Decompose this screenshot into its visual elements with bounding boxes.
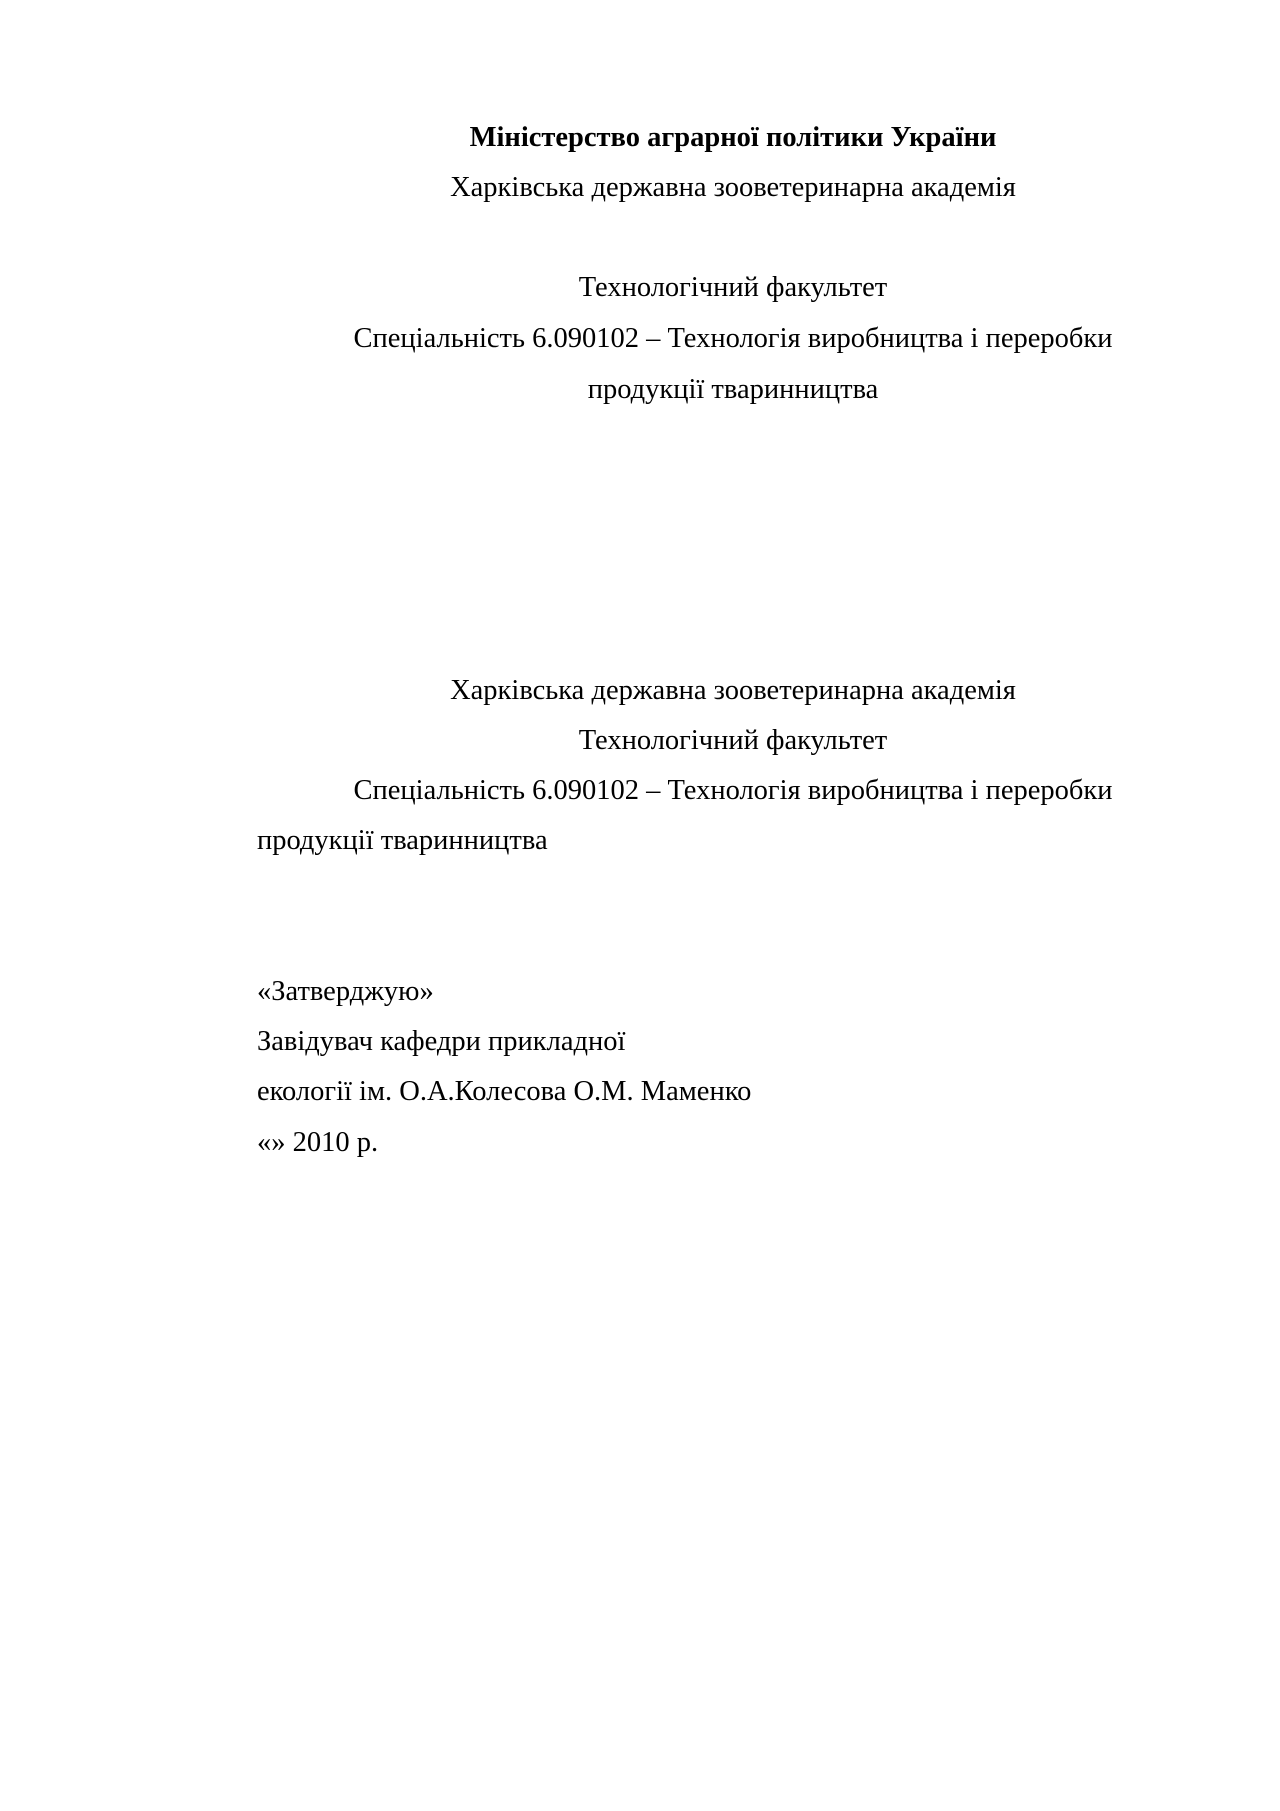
specialty-line-1: Спеціальність 6.090102 – Технологія виробництва і переробки bbox=[353, 323, 1113, 354]
specialty-line-2: продукції тваринництва bbox=[587, 374, 879, 405]
approval-stamp: «Затверджую» bbox=[257, 976, 434, 1007]
second-faculty-name: Технологічний факультет bbox=[578, 725, 888, 756]
second-specialty-line-2: продукції тваринництва bbox=[257, 825, 548, 856]
approval-date: «» 2010 р. bbox=[257, 1127, 379, 1158]
academy-name: Харківська державна зооветеринарна академія bbox=[450, 172, 1016, 203]
approver-position-line-1: Завідувач кафедри прикладної bbox=[257, 1026, 626, 1057]
second-specialty-line-1: Спеціальність 6.090102 – Технологія виробництва і переробки bbox=[353, 775, 1113, 806]
faculty-name: Технологічний факультет bbox=[578, 272, 888, 303]
ministry-title: Міністерство аграрної політики України bbox=[469, 122, 997, 153]
approver-position-line-2: екології ім. О.А.Колесова О.М. Маменко bbox=[257, 1076, 752, 1107]
second-academy-name: Харківська державна зооветеринарна академія bbox=[450, 675, 1016, 706]
